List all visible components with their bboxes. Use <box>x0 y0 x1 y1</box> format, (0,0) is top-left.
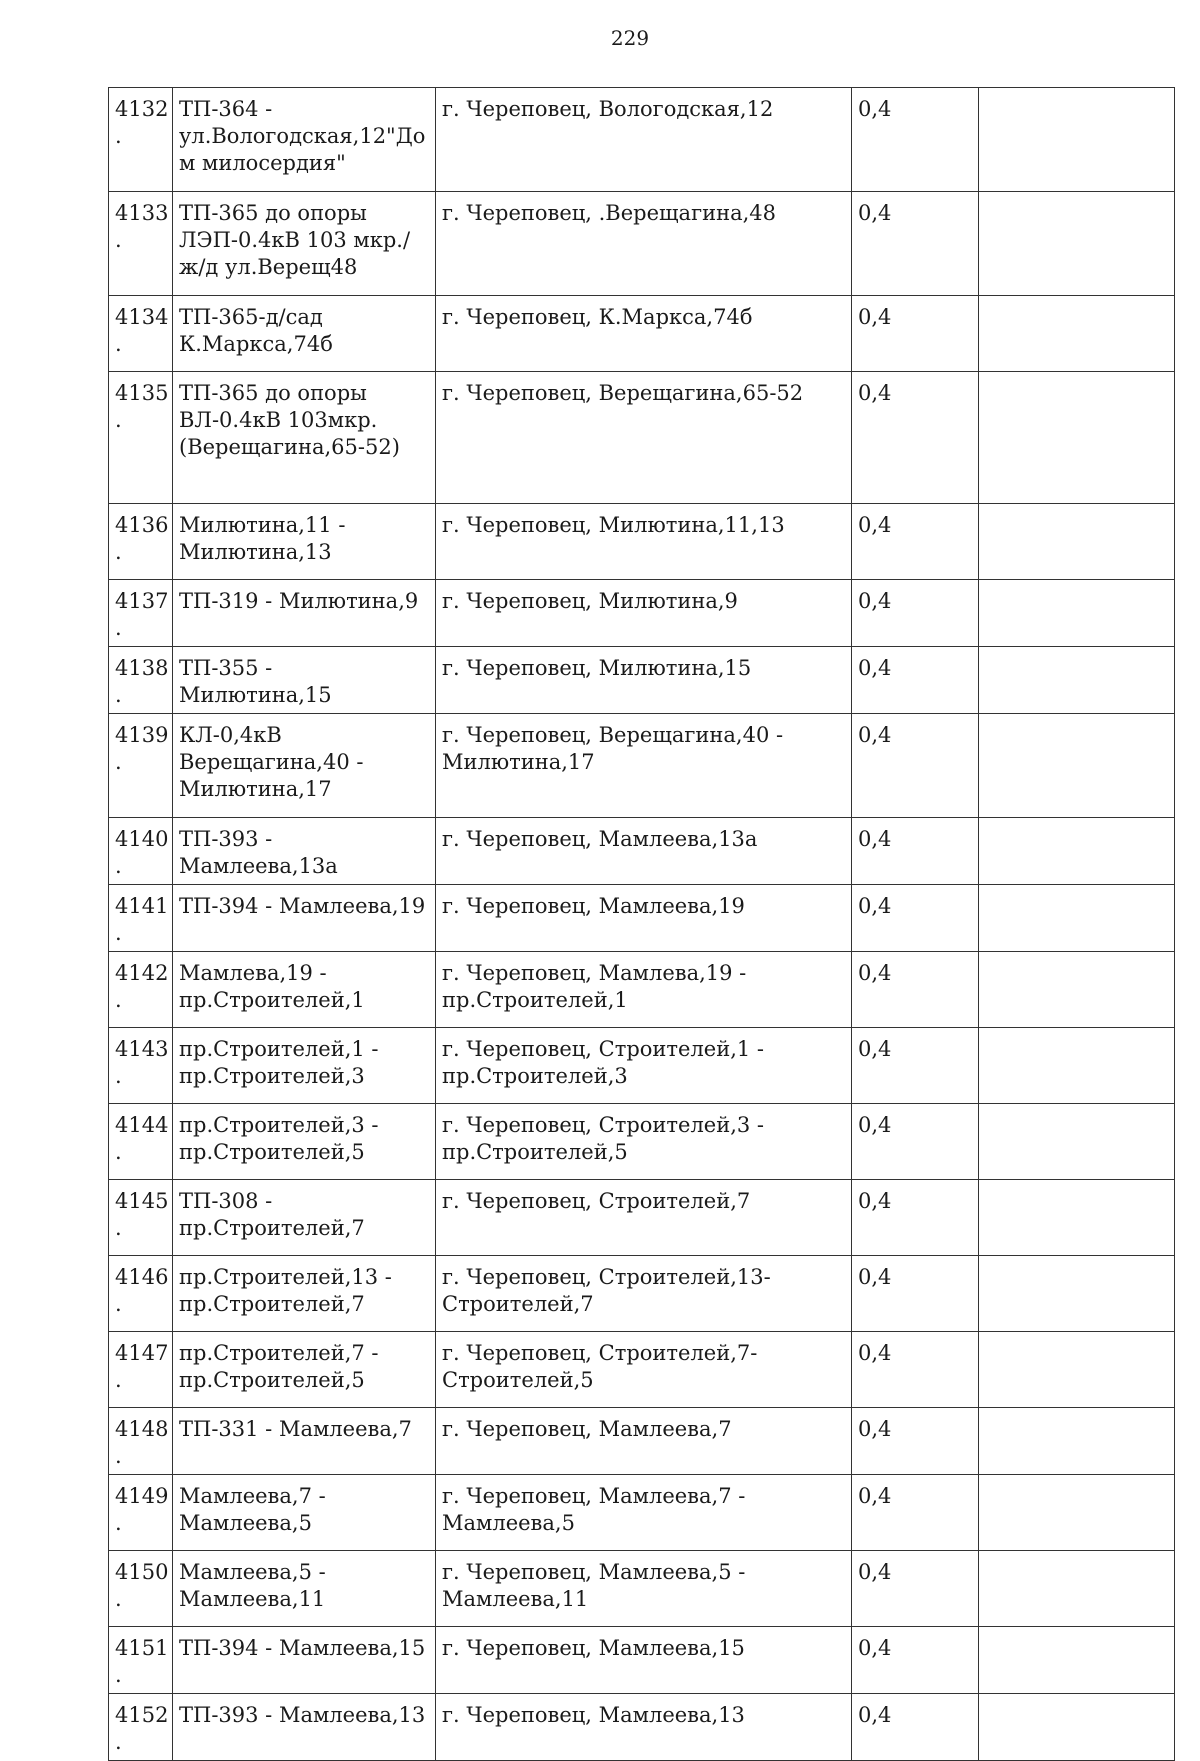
voltage-cell: 0,4 <box>852 714 979 818</box>
voltage-cell: 0,4 <box>852 1627 979 1694</box>
address-cell: г. Череповец, Мамлеева,7 - Мамлеева,5 <box>436 1475 852 1551</box>
extra-cell <box>979 885 1175 952</box>
address-cell: г. Череповец, Милютина,15 <box>436 647 852 714</box>
row-number-cell: 4145. <box>109 1180 173 1256</box>
row-number-cell: 4148. <box>109 1408 173 1475</box>
table-row <box>109 88 1175 192</box>
voltage-cell: 0,4 <box>852 372 979 504</box>
address-cell: г. Череповец, Мамлеева,15 <box>436 1627 852 1694</box>
row-number-cell: 4133. <box>109 192 173 296</box>
extra-cell <box>979 1332 1175 1408</box>
address-cell: г. Череповец, Верещагина,40 - Милютина,17 <box>436 714 852 818</box>
line-name-cell: ТП-393 - Мамлеева,13а <box>173 818 436 885</box>
line-name-cell: Мамлеева,7 - Мамлеева,5 <box>173 1475 436 1551</box>
row-number-cell: 4137. <box>109 580 173 647</box>
address-cell: г. Череповец, Строителей,13-Строителей,7 <box>436 1256 852 1332</box>
table-row <box>109 714 1175 818</box>
line-name-cell: ТП-364 - ул.Вологодская,12"Дом милосердия" <box>173 88 436 192</box>
line-name-cell: ТП-308 - пр.Строителей,7 <box>173 1180 436 1256</box>
address-cell: г. Череповец, Строителей,7-Строителей,5 <box>436 1332 852 1408</box>
line-name-cell: ТП-365 до опоры ВЛ-0.4кВ 103мкр.(Верещагина,65-52) <box>173 372 436 504</box>
line-name-cell: пр.Строителей,13 - пр.Строителей,7 <box>173 1256 436 1332</box>
row-number-cell: 4132. <box>109 88 173 192</box>
line-name-cell: Мамлева,19 - пр.Строителей,1 <box>173 952 436 1028</box>
voltage-cell: 0,4 <box>852 952 979 1028</box>
row-number-cell: 4138. <box>109 647 173 714</box>
table-row <box>109 1627 1175 1694</box>
voltage-cell: 0,4 <box>852 1475 979 1551</box>
extra-cell <box>979 192 1175 296</box>
table-row <box>109 372 1175 504</box>
voltage-cell: 0,4 <box>852 504 979 580</box>
line-name-cell: ТП-319 - Милютина,9 <box>173 580 436 647</box>
row-number-cell: 4149. <box>109 1475 173 1551</box>
line-name-cell: ТП-365-д/сад К.Маркса,74б <box>173 296 436 372</box>
extra-cell <box>979 88 1175 192</box>
voltage-cell: 0,4 <box>852 818 979 885</box>
address-cell: г. Череповец, Мамлеева,13а <box>436 818 852 885</box>
extra-cell <box>979 1256 1175 1332</box>
voltage-cell: 0,4 <box>852 885 979 952</box>
address-cell: г. Череповец, Вологодская,12 <box>436 88 852 192</box>
address-cell: г. Череповец, К.Маркса,74б <box>436 296 852 372</box>
row-number-cell: 4146. <box>109 1256 173 1332</box>
table-row <box>109 1180 1175 1256</box>
extra-cell <box>979 1475 1175 1551</box>
voltage-cell: 0,4 <box>852 296 979 372</box>
table-row <box>109 818 1175 885</box>
voltage-cell: 0,4 <box>852 647 979 714</box>
address-cell: г. Череповец, Строителей,1 - пр.Строителей,3 <box>436 1028 852 1104</box>
row-number-cell: 4152. <box>109 1694 173 1761</box>
line-name-cell: ТП-365 до опоры ЛЭП-0.4кВ 103 мкр./ж/д ул.Верещ48 <box>173 192 436 296</box>
line-name-cell: ТП-331 - Мамлеева,7 <box>173 1408 436 1475</box>
line-name-cell: КЛ-0,4кВ Верещагина,40 - Милютина,17 <box>173 714 436 818</box>
table-row <box>109 1475 1175 1551</box>
address-cell: г. Череповец, Строителей,3 - пр.Строителей,5 <box>436 1104 852 1180</box>
table-row <box>109 952 1175 1028</box>
table-row <box>109 580 1175 647</box>
row-number-cell: 4147. <box>109 1332 173 1408</box>
voltage-cell: 0,4 <box>852 192 979 296</box>
row-number-cell: 4143. <box>109 1028 173 1104</box>
voltage-cell: 0,4 <box>852 580 979 647</box>
line-name-cell: ТП-393 - Мамлеева,13 <box>173 1694 436 1761</box>
line-name-cell: Мамлеева,5 - Мамлеева,11 <box>173 1551 436 1627</box>
extra-cell <box>979 1028 1175 1104</box>
address-cell: г. Череповец, Мамлеева,7 <box>436 1408 852 1475</box>
voltage-cell: 0,4 <box>852 88 979 192</box>
line-name-cell: ТП-394 - Мамлеева,15 <box>173 1627 436 1694</box>
address-cell: г. Череповец, Строителей,7 <box>436 1180 852 1256</box>
table-row <box>109 1694 1175 1761</box>
address-cell: г. Череповец, Милютина,11,13 <box>436 504 852 580</box>
registry-table <box>108 87 1175 1761</box>
table-row <box>109 1332 1175 1408</box>
extra-cell <box>979 818 1175 885</box>
row-number-cell: 4142. <box>109 952 173 1028</box>
row-number-cell: 4151. <box>109 1627 173 1694</box>
line-name-cell: ТП-394 - Мамлеева,19 <box>173 885 436 952</box>
table-row <box>109 647 1175 714</box>
row-number-cell: 4139. <box>109 714 173 818</box>
table-row <box>109 885 1175 952</box>
extra-cell <box>979 1694 1175 1761</box>
row-number-cell: 4135. <box>109 372 173 504</box>
row-number-cell: 4136. <box>109 504 173 580</box>
address-cell: г. Череповец, Мамлеева,19 <box>436 885 852 952</box>
extra-cell <box>979 1180 1175 1256</box>
table-row <box>109 296 1175 372</box>
row-number-cell: 4144. <box>109 1104 173 1180</box>
row-number-cell: 4134. <box>109 296 173 372</box>
row-number-cell: 4150. <box>109 1551 173 1627</box>
table-row <box>109 504 1175 580</box>
line-name-cell: Милютина,11 - Милютина,13 <box>173 504 436 580</box>
voltage-cell: 0,4 <box>852 1104 979 1180</box>
extra-cell <box>979 952 1175 1028</box>
table-row <box>109 192 1175 296</box>
voltage-cell: 0,4 <box>852 1256 979 1332</box>
address-cell: г. Череповец, Мамлеева,5 - Мамлеева,11 <box>436 1551 852 1627</box>
table-row <box>109 1551 1175 1627</box>
page-number: 229 <box>610 26 650 50</box>
table-row <box>109 1028 1175 1104</box>
registry-table-body <box>109 88 1175 1761</box>
extra-cell <box>979 714 1175 818</box>
table-row <box>109 1104 1175 1180</box>
address-cell: г. Череповец, Мамлеева,13 <box>436 1694 852 1761</box>
voltage-cell: 0,4 <box>852 1408 979 1475</box>
voltage-cell: 0,4 <box>852 1332 979 1408</box>
row-number-cell: 4140. <box>109 818 173 885</box>
address-cell: г. Череповец, Верещагина,65-52 <box>436 372 852 504</box>
extra-cell <box>979 1408 1175 1475</box>
line-name-cell: ТП-355 - Милютина,15 <box>173 647 436 714</box>
line-name-cell: пр.Строителей,3 - пр.Строителей,5 <box>173 1104 436 1180</box>
address-cell: г. Череповец, Мамлева,19 - пр.Строителей,1 <box>436 952 852 1028</box>
extra-cell <box>979 580 1175 647</box>
extra-cell <box>979 296 1175 372</box>
extra-cell <box>979 504 1175 580</box>
voltage-cell: 0,4 <box>852 1180 979 1256</box>
extra-cell <box>979 1551 1175 1627</box>
voltage-cell: 0,4 <box>852 1028 979 1104</box>
address-cell: г. Череповец, Милютина,9 <box>436 580 852 647</box>
line-name-cell: пр.Строителей,1 - пр.Строителей,3 <box>173 1028 436 1104</box>
table-row <box>109 1256 1175 1332</box>
voltage-cell: 0,4 <box>852 1551 979 1627</box>
voltage-cell: 0,4 <box>852 1694 979 1761</box>
address-cell: г. Череповец, .Верещагина,48 <box>436 192 852 296</box>
extra-cell <box>979 372 1175 504</box>
extra-cell <box>979 1104 1175 1180</box>
table-row <box>109 1408 1175 1475</box>
extra-cell <box>979 1627 1175 1694</box>
line-name-cell: пр.Строителей,7 - пр.Строителей,5 <box>173 1332 436 1408</box>
row-number-cell: 4141. <box>109 885 173 952</box>
extra-cell <box>979 647 1175 714</box>
